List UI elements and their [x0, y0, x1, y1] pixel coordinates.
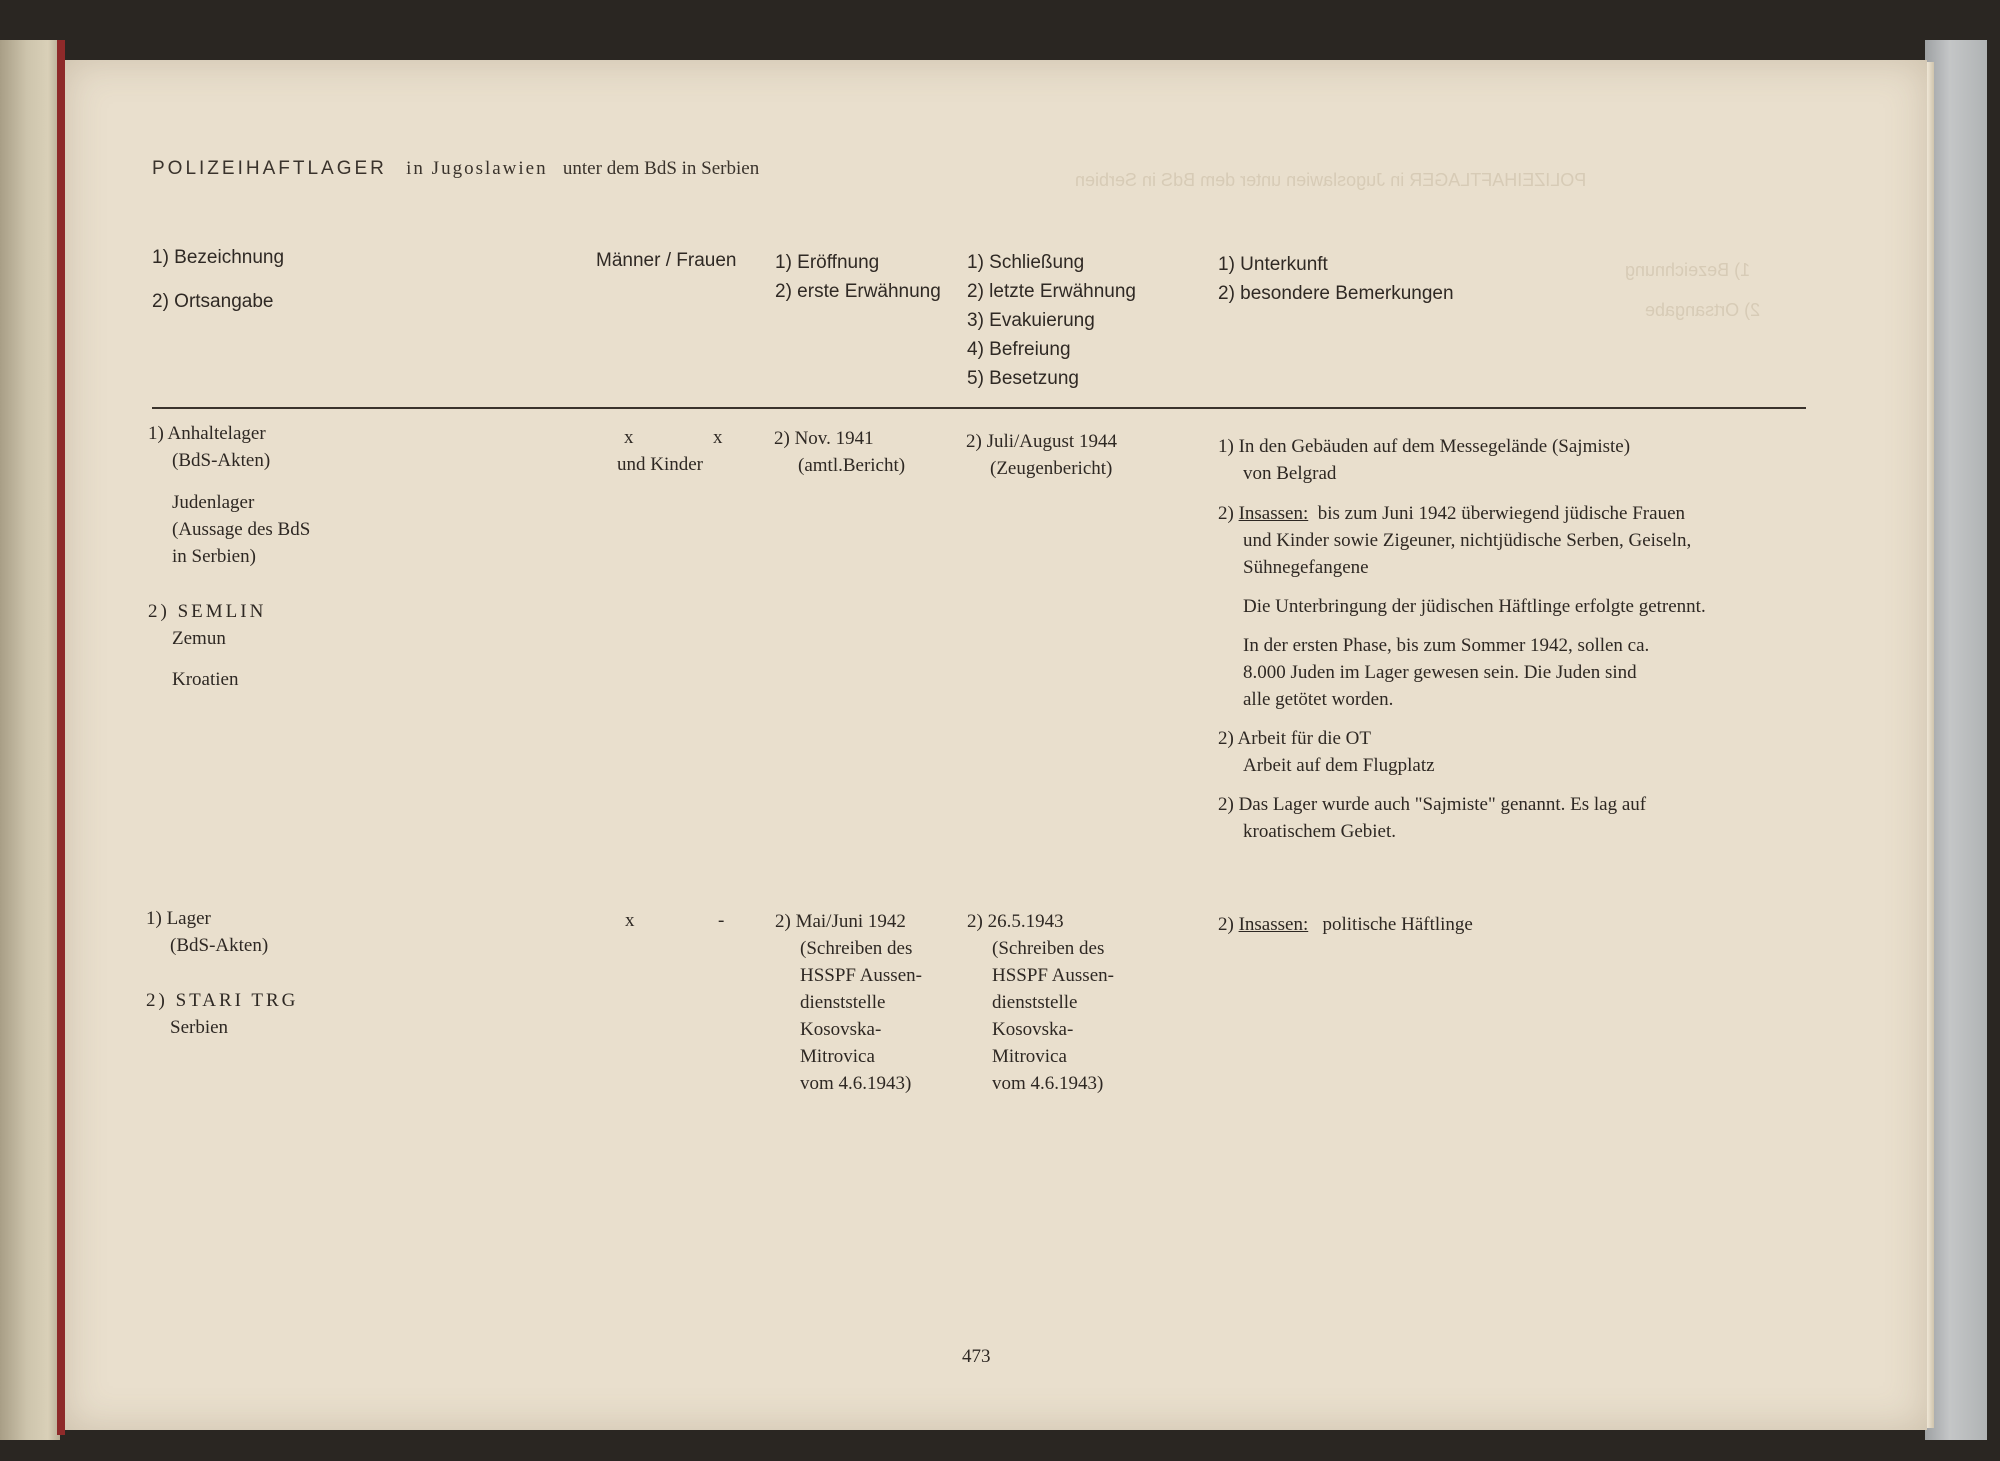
header-closing-line: 4) Befreiung	[967, 339, 1071, 360]
header-notes-line: 2) besondere Bemerkungen	[1218, 283, 1454, 304]
row1-closing	[966, 428, 1117, 482]
row1-place-line: Zemun	[172, 628, 226, 649]
header-place-line: 2) Ortsangabe	[152, 291, 274, 312]
row2-name-line: 1) Lager	[146, 908, 211, 929]
header-notes	[1218, 250, 1454, 308]
row1-women: x	[713, 427, 723, 448]
row1-note-line: 8.000 Juden im Lager gewesen sein. Die Juden sind	[1243, 662, 1637, 683]
row2-closing-line: (Schreiben des	[992, 938, 1105, 959]
header-gender: Männer / Frauen	[596, 250, 737, 271]
book-binding-strip	[57, 40, 65, 1435]
row2-men: x	[625, 910, 635, 931]
bleed-through-text: 1) Bezeichnung	[1625, 260, 1751, 280]
row2-closing-line: HSSPF Aussen-	[992, 965, 1114, 986]
row1-children: und Kinder	[617, 454, 704, 475]
row2-opening-line: vom 4.6.1943)	[800, 1073, 912, 1094]
row1-place-line: Kroatien	[172, 669, 239, 690]
row1-note-line: und Kinder sowie Zigeuner, nichtjüdische Serben, Geiseln,	[1243, 530, 1692, 551]
row2-opening-line: Mitrovica	[800, 1046, 875, 1067]
row2-prisoners-label: Insassen:	[1238, 914, 1309, 935]
header-opening	[775, 248, 941, 306]
row2-name-line: (BdS-Akten)	[170, 935, 269, 956]
row2-closing-line: vom 4.6.1943)	[992, 1073, 1104, 1094]
row1-note-line: Die Unterbringung der jüdischen Häftlinge erfolgte getrennt.	[1243, 596, 1706, 617]
row2-place-label: 2) STARI TRG	[146, 990, 299, 1011]
row1-closing-line: 2) Juli/August 1944	[966, 431, 1117, 452]
header-name	[152, 243, 284, 316]
row1-note-line: alle getötet worden.	[1243, 689, 1394, 710]
row1-name-line: 1) Anhaltelager	[148, 423, 266, 444]
row1-men: x	[624, 427, 634, 448]
row1-place-label: 2) SEMLIN	[148, 601, 267, 622]
row1-name-extra: Judenlager	[172, 492, 255, 513]
row1-note-line: 1) In den Gebäuden auf dem Messegelände (Sajmiste)	[1218, 436, 1631, 457]
row2-opening	[775, 908, 922, 1097]
title-country: in Jugoslawien	[406, 158, 548, 179]
title-authority: unter dem BdS in Serbien	[562, 158, 760, 179]
row2-closing-line: dienststelle	[992, 992, 1078, 1013]
row1-name-line: (BdS-Akten)	[172, 450, 271, 471]
row1-opening	[774, 425, 905, 479]
row1-note-line: Sühnegefangene	[1243, 557, 1369, 578]
row1-note-line: In der ersten Phase, bis zum Sommer 1942, sollen ca.	[1243, 635, 1650, 656]
page-title	[152, 158, 759, 180]
header-opening-line: 2) erste Erwähnung	[775, 281, 941, 302]
header-closing-line: 2) letzte Erwähnung	[967, 281, 1136, 302]
row2-prisoners-text: politische Häftlinge	[1322, 914, 1473, 935]
row1-opening-line: (amtl.Bericht)	[798, 455, 906, 476]
header-name-line: 1) Bezeichnung	[152, 247, 285, 268]
row2-women: -	[718, 910, 725, 931]
row1-notes	[1218, 433, 1706, 845]
row1-prisoners-label: Insassen:	[1238, 503, 1309, 524]
header-closing-line: 5) Besetzung	[967, 368, 1079, 389]
row1-prisoners-text: bis zum Juni 1942 überwiegend jüdische Frauen	[1317, 503, 1685, 524]
header-opening-line: 1) Eröffnung	[775, 252, 880, 273]
row1-note-line: kroatischem Gebiet.	[1243, 821, 1397, 842]
page-number: 473	[962, 1346, 991, 1367]
header-notes-line: 1) Unterkunft	[1218, 254, 1328, 275]
row1-name-extra: (Aussage des BdS	[172, 519, 311, 540]
row1-place	[148, 598, 266, 693]
book-cover-edge	[1925, 40, 1987, 1440]
header-closing-line: 3) Evakuierung	[967, 310, 1095, 331]
bleed-through-text: 2) Ortsangabe	[1645, 300, 1761, 320]
row1-name	[148, 420, 310, 570]
row2-opening-line: HSSPF Aussen-	[800, 965, 922, 986]
row1-note-line: von Belgrad	[1243, 463, 1337, 484]
row1-closing-line: (Zeugenbericht)	[990, 458, 1113, 479]
row2-opening-line: Kosovska-	[800, 1019, 882, 1040]
row2-opening-line: (Schreiben des	[800, 938, 913, 959]
left-page-edge	[0, 40, 60, 1440]
row1-opening-line: 2) Nov. 1941	[774, 428, 874, 449]
row2-name	[146, 905, 268, 959]
row2-opening-line: dienststelle	[800, 992, 886, 1013]
row1-name-extra: in Serbien)	[172, 546, 256, 567]
row2-closing-line: 2) 26.5.1943	[967, 911, 1064, 932]
row2-notes: 2) Insassen: politische Häftlinge	[1218, 914, 1473, 935]
header-closing-line: 1) Schließung	[967, 252, 1085, 273]
row2-place-line: Serbien	[170, 1017, 229, 1038]
row1-note-line: 2) Das Lager wurde auch "Sajmiste" genannt. Es lag auf	[1218, 794, 1647, 815]
row2-opening-line: 2) Mai/Juni 1942	[775, 911, 906, 932]
title-main: POLIZEIHAFTLAGER	[152, 158, 387, 179]
row2-place	[146, 987, 298, 1041]
row2-closing-line: Mitrovica	[992, 1046, 1067, 1067]
bleed-through-text: POLIZEIHAFTLAGER in Jugoslawien unter dem BdS in Serbien	[1075, 170, 1587, 190]
row1-note-line: 2) Arbeit für die OT	[1218, 728, 1372, 749]
header-divider	[152, 407, 1806, 409]
row1-prisoners: 2) Insassen: bis zum Juni 1942 überwiegend jüdische Frauen	[1218, 503, 1685, 524]
row1-note-line: Arbeit auf dem Flugplatz	[1243, 755, 1435, 776]
row2-closing-line: Kosovska-	[992, 1019, 1074, 1040]
header-closing	[967, 248, 1136, 393]
row2-closing	[967, 908, 1114, 1097]
